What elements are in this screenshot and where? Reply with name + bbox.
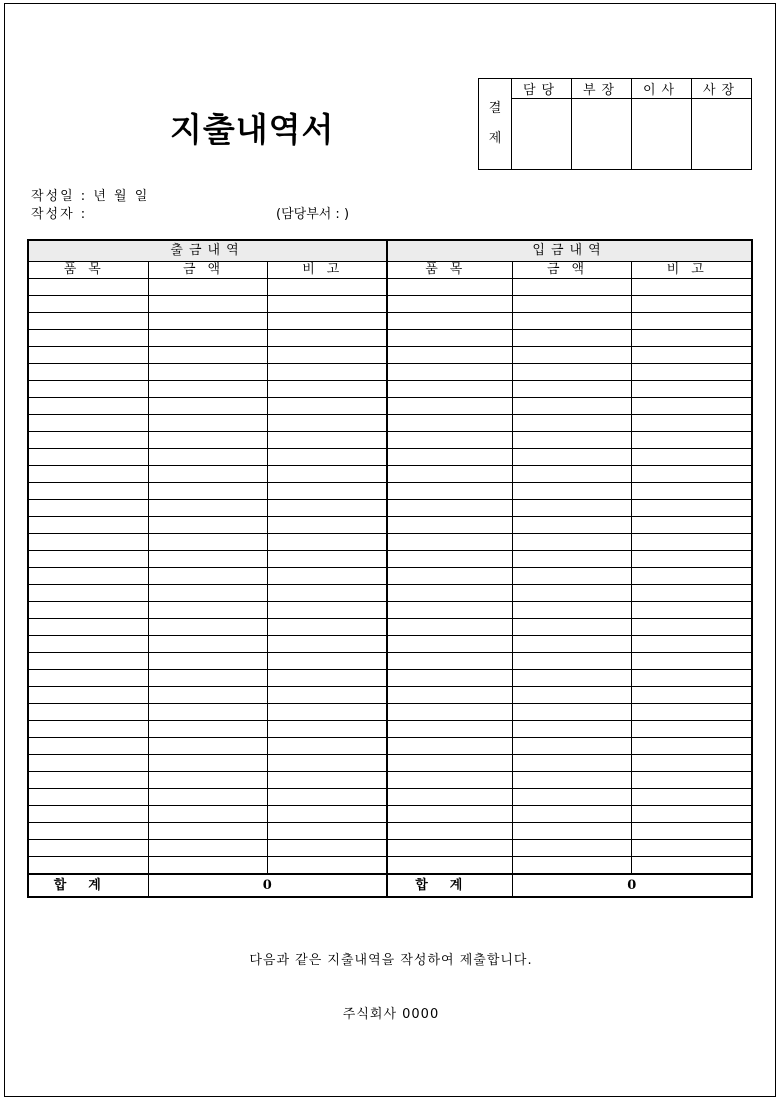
- expense-amount-cell[interactable]: [148, 789, 267, 806]
- expense-note-cell[interactable]: [267, 568, 387, 585]
- expense-note-cell[interactable]: [267, 602, 387, 619]
- expense-note-cell[interactable]: [267, 279, 387, 296]
- income-item-cell[interactable]: [387, 806, 512, 823]
- expense-amount-cell[interactable]: [148, 534, 267, 551]
- ledger-row: [28, 585, 752, 602]
- expense-note-cell[interactable]: [267, 653, 387, 670]
- income-note-cell[interactable]: [631, 772, 752, 789]
- income-amount-cell[interactable]: [512, 568, 631, 585]
- income-note-cell[interactable]: [631, 568, 752, 585]
- expense-amount-cell[interactable]: [148, 687, 267, 704]
- income-item-cell[interactable]: [387, 313, 512, 330]
- expense-item-cell[interactable]: [28, 840, 148, 857]
- approval-side-bottom: 제: [488, 131, 502, 146]
- ledger-row: [28, 381, 752, 398]
- income-item-cell[interactable]: [387, 755, 512, 772]
- income-item-cell[interactable]: [387, 415, 512, 432]
- expense-amount-cell[interactable]: [148, 670, 267, 687]
- income-item-cell[interactable]: [387, 296, 512, 313]
- ledger-row: [28, 347, 752, 364]
- expense-item-cell[interactable]: [28, 330, 148, 347]
- income-item-cell[interactable]: [387, 381, 512, 398]
- expense-note-cell[interactable]: [267, 483, 387, 500]
- expense-note-cell[interactable]: [267, 466, 387, 483]
- income-note-cell[interactable]: [631, 534, 752, 551]
- expense-note-cell[interactable]: [267, 534, 387, 551]
- ledger-row: [28, 517, 752, 534]
- ledger-row: [28, 602, 752, 619]
- expense-note-cell[interactable]: [267, 840, 387, 857]
- expense-note-cell[interactable]: [267, 585, 387, 602]
- expense-item-cell[interactable]: [28, 585, 148, 602]
- expense-amount-cell[interactable]: [148, 381, 267, 398]
- expense-amount-cell[interactable]: [148, 483, 267, 500]
- income-note-cell[interactable]: [631, 857, 752, 875]
- expense-note-cell[interactable]: [267, 364, 387, 381]
- expense-col-note: 비고: [267, 262, 387, 279]
- income-note-cell[interactable]: [631, 755, 752, 772]
- income-note-cell[interactable]: [631, 347, 752, 364]
- ledger-row: [28, 534, 752, 551]
- income-amount-cell[interactable]: [512, 500, 631, 517]
- income-amount-cell[interactable]: [512, 789, 631, 806]
- income-item-cell[interactable]: [387, 347, 512, 364]
- ledger-row: [28, 415, 752, 432]
- income-amount-cell[interactable]: [512, 653, 631, 670]
- income-amount-cell[interactable]: [512, 364, 631, 381]
- expense-amount-cell[interactable]: [148, 704, 267, 721]
- expense-amount-cell[interactable]: [148, 517, 267, 534]
- expense-item-cell[interactable]: [28, 789, 148, 806]
- expense-note-cell[interactable]: [267, 381, 387, 398]
- expense-col-item: 품목: [28, 262, 148, 279]
- ledger-row: [28, 687, 752, 704]
- ledger-row: [28, 840, 752, 857]
- income-item-cell[interactable]: [387, 517, 512, 534]
- expense-item-cell[interactable]: [28, 772, 148, 789]
- income-amount-cell[interactable]: [512, 823, 631, 840]
- income-amount-cell[interactable]: [512, 551, 631, 568]
- expense-note-cell[interactable]: [267, 500, 387, 517]
- ledger-row: [28, 823, 752, 840]
- income-note-cell[interactable]: [631, 738, 752, 755]
- income-amount-cell[interactable]: [512, 585, 631, 602]
- expense-note-cell[interactable]: [267, 721, 387, 738]
- income-note-cell[interactable]: [631, 823, 752, 840]
- approval-side-top: 결: [488, 101, 502, 116]
- ledger-row: [28, 738, 752, 755]
- approval-role-director: 이사: [632, 79, 692, 99]
- income-note-cell[interactable]: [631, 670, 752, 687]
- income-amount-cell[interactable]: [512, 738, 631, 755]
- income-note-cell[interactable]: [631, 687, 752, 704]
- income-note-cell[interactable]: [631, 381, 752, 398]
- income-amount-cell[interactable]: [512, 857, 631, 875]
- income-total-label: 합계: [387, 874, 512, 897]
- expense-amount-cell[interactable]: [148, 738, 267, 755]
- ledger-row: [28, 466, 752, 483]
- ledger-row: [28, 806, 752, 823]
- signature-box-staff[interactable]: [512, 99, 572, 170]
- income-amount-cell[interactable]: [512, 466, 631, 483]
- income-amount-cell[interactable]: [512, 704, 631, 721]
- ledger-row: [28, 619, 752, 636]
- expense-note-cell[interactable]: [267, 789, 387, 806]
- expense-amount-cell[interactable]: [148, 449, 267, 466]
- expense-item-cell[interactable]: [28, 721, 148, 738]
- income-note-cell[interactable]: [631, 619, 752, 636]
- income-note-cell[interactable]: [631, 840, 752, 857]
- income-note-cell[interactable]: [631, 466, 752, 483]
- expense-note-cell[interactable]: [267, 704, 387, 721]
- income-item-cell[interactable]: [387, 330, 512, 347]
- income-item-cell[interactable]: [387, 466, 512, 483]
- income-item-cell[interactable]: [387, 568, 512, 585]
- expense-item-cell[interactable]: [28, 823, 148, 840]
- ledger-row: [28, 670, 752, 687]
- expense-item-cell[interactable]: [28, 347, 148, 364]
- ledger-row: [28, 330, 752, 347]
- income-item-cell[interactable]: [387, 857, 512, 875]
- expense-note-cell[interactable]: [267, 449, 387, 466]
- income-amount-cell[interactable]: [512, 755, 631, 772]
- income-amount-cell[interactable]: [512, 772, 631, 789]
- ledger-row: [28, 704, 752, 721]
- signature-box-president[interactable]: [692, 99, 752, 170]
- expense-item-cell[interactable]: [28, 653, 148, 670]
- income-amount-cell[interactable]: [512, 636, 631, 653]
- income-note-cell[interactable]: [631, 636, 752, 653]
- income-amount-cell[interactable]: [512, 721, 631, 738]
- expense-note-cell[interactable]: [267, 772, 387, 789]
- expense-item-cell[interactable]: [28, 381, 148, 398]
- ledger-row: [28, 551, 752, 568]
- expense-amount-cell[interactable]: [148, 296, 267, 313]
- expense-amount-cell[interactable]: [148, 466, 267, 483]
- income-item-cell[interactable]: [387, 432, 512, 449]
- income-amount-cell[interactable]: [512, 806, 631, 823]
- income-note-cell[interactable]: [631, 602, 752, 619]
- income-amount-cell[interactable]: [512, 670, 631, 687]
- income-amount-cell[interactable]: [512, 483, 631, 500]
- expense-amount-cell[interactable]: [148, 568, 267, 585]
- signature-box-manager[interactable]: [572, 99, 632, 170]
- income-item-cell[interactable]: [387, 398, 512, 415]
- ledger-row: [28, 755, 752, 772]
- expense-amount-cell[interactable]: [148, 347, 267, 364]
- expense-note-cell[interactable]: [267, 670, 387, 687]
- income-amount-cell[interactable]: [512, 296, 631, 313]
- expense-amount-cell[interactable]: [148, 721, 267, 738]
- income-amount-cell[interactable]: [512, 398, 631, 415]
- expense-note-cell[interactable]: [267, 313, 387, 330]
- expense-amount-cell[interactable]: [148, 330, 267, 347]
- ledger-row: [28, 568, 752, 585]
- income-note-cell[interactable]: [631, 551, 752, 568]
- income-item-cell[interactable]: [387, 636, 512, 653]
- income-amount-cell[interactable]: [512, 449, 631, 466]
- expense-note-cell[interactable]: [267, 347, 387, 364]
- income-note-cell[interactable]: [631, 789, 752, 806]
- income-item-cell[interactable]: [387, 687, 512, 704]
- expense-amount-cell[interactable]: [148, 415, 267, 432]
- income-note-cell[interactable]: [631, 296, 752, 313]
- document-title: 지출내역서: [170, 110, 335, 149]
- income-note-cell[interactable]: [631, 279, 752, 296]
- expense-item-cell[interactable]: [28, 738, 148, 755]
- income-item-cell[interactable]: [387, 619, 512, 636]
- expense-amount-cell[interactable]: [148, 772, 267, 789]
- expense-item-cell[interactable]: [28, 670, 148, 687]
- closing-statement: 다음과 같은 지출내역을 작성하여 제출합니다.: [249, 953, 533, 968]
- expense-item-cell[interactable]: [28, 534, 148, 551]
- expense-note-cell[interactable]: [267, 823, 387, 840]
- expense-note-cell[interactable]: [267, 432, 387, 449]
- expense-item-cell[interactable]: [28, 483, 148, 500]
- expense-item-cell[interactable]: [28, 296, 148, 313]
- signature-box-director[interactable]: [632, 99, 692, 170]
- expense-note-cell[interactable]: [267, 415, 387, 432]
- income-item-cell[interactable]: [387, 500, 512, 517]
- ledger-row: [28, 313, 752, 330]
- income-note-cell[interactable]: [631, 398, 752, 415]
- income-item-cell[interactable]: [387, 704, 512, 721]
- expense-section-header: 출금내역: [28, 240, 387, 262]
- income-item-cell[interactable]: [387, 840, 512, 857]
- expense-item-cell[interactable]: [28, 432, 148, 449]
- expense-item-cell[interactable]: [28, 551, 148, 568]
- income-note-cell[interactable]: [631, 449, 752, 466]
- income-col-amount: 금액: [512, 262, 631, 279]
- income-item-cell[interactable]: [387, 823, 512, 840]
- expense-note-cell[interactable]: [267, 738, 387, 755]
- ledger-row: [28, 789, 752, 806]
- expense-amount-cell[interactable]: [148, 432, 267, 449]
- income-item-cell[interactable]: [387, 653, 512, 670]
- income-section-header: 입금내역: [387, 240, 752, 262]
- expense-item-cell[interactable]: [28, 466, 148, 483]
- expense-amount-cell[interactable]: [148, 806, 267, 823]
- expense-amount-cell[interactable]: [148, 602, 267, 619]
- expense-amount-cell[interactable]: [148, 500, 267, 517]
- income-amount-cell[interactable]: [512, 347, 631, 364]
- income-amount-cell[interactable]: [512, 313, 631, 330]
- income-note-cell[interactable]: [631, 313, 752, 330]
- expense-item-cell[interactable]: [28, 619, 148, 636]
- ledger-row: [28, 636, 752, 653]
- expense-note-cell[interactable]: [267, 857, 387, 875]
- income-note-cell[interactable]: [631, 704, 752, 721]
- ledger-row: [28, 432, 752, 449]
- expense-item-cell[interactable]: [28, 449, 148, 466]
- expense-note-cell[interactable]: [267, 806, 387, 823]
- ledger-row: [28, 500, 752, 517]
- ledger-row: [28, 483, 752, 500]
- income-amount-cell[interactable]: [512, 432, 631, 449]
- income-item-cell[interactable]: [387, 449, 512, 466]
- expense-item-cell[interactable]: [28, 398, 148, 415]
- expense-amount-cell[interactable]: [148, 823, 267, 840]
- ledger-row: [28, 772, 752, 789]
- expense-amount-cell[interactable]: [148, 857, 267, 875]
- expense-item-cell[interactable]: [28, 568, 148, 585]
- income-note-cell[interactable]: [631, 330, 752, 347]
- income-item-cell[interactable]: [387, 551, 512, 568]
- income-note-cell[interactable]: [631, 415, 752, 432]
- expense-amount-cell[interactable]: [148, 636, 267, 653]
- ledger-table: [27, 239, 753, 898]
- income-note-cell[interactable]: [631, 585, 752, 602]
- income-col-note: 비고: [631, 262, 752, 279]
- expense-amount-cell[interactable]: [148, 585, 267, 602]
- expense-total-label: 합계: [28, 874, 148, 897]
- expense-note-cell[interactable]: [267, 398, 387, 415]
- expense-amount-cell[interactable]: [148, 279, 267, 296]
- ledger-body: [28, 279, 752, 875]
- income-note-cell[interactable]: [631, 500, 752, 517]
- expense-amount-cell[interactable]: [148, 364, 267, 381]
- expense-amount-cell[interactable]: [148, 619, 267, 636]
- ledger-row: [28, 296, 752, 313]
- income-item-cell[interactable]: [387, 585, 512, 602]
- income-col-item: 품목: [387, 262, 512, 279]
- approval-role-staff: 담당: [512, 79, 572, 99]
- income-note-cell[interactable]: [631, 517, 752, 534]
- writer-field[interactable]: 작성자 :: [31, 207, 88, 222]
- expense-amount-cell[interactable]: [148, 313, 267, 330]
- expense-note-cell[interactable]: [267, 619, 387, 636]
- income-item-cell[interactable]: [387, 670, 512, 687]
- income-item-cell[interactable]: [387, 534, 512, 551]
- income-amount-cell[interactable]: [512, 517, 631, 534]
- ledger-row: [28, 398, 752, 415]
- approval-role-manager: 부장: [572, 79, 632, 99]
- expense-item-cell[interactable]: [28, 313, 148, 330]
- income-amount-cell[interactable]: [512, 687, 631, 704]
- expense-note-cell[interactable]: [267, 551, 387, 568]
- expense-note-cell[interactable]: [267, 296, 387, 313]
- income-amount-cell[interactable]: [512, 534, 631, 551]
- income-item-cell[interactable]: [387, 364, 512, 381]
- income-item-cell[interactable]: [387, 738, 512, 755]
- income-note-cell[interactable]: [631, 721, 752, 738]
- approval-role-president: 사장: [692, 79, 752, 99]
- ledger-row: [28, 279, 752, 296]
- ledger-row: [28, 721, 752, 738]
- expense-total-value: 0: [148, 874, 387, 897]
- ledger-row: [28, 653, 752, 670]
- income-item-cell[interactable]: [387, 789, 512, 806]
- approval-box: [478, 78, 752, 170]
- expense-item-cell[interactable]: [28, 636, 148, 653]
- income-item-cell[interactable]: [387, 772, 512, 789]
- income-note-cell[interactable]: [631, 806, 752, 823]
- income-amount-cell[interactable]: [512, 415, 631, 432]
- expense-item-cell[interactable]: [28, 704, 148, 721]
- company-name: 주식회사 0000: [342, 1007, 440, 1022]
- income-amount-cell[interactable]: [512, 619, 631, 636]
- ledger-row: [28, 364, 752, 381]
- income-note-cell[interactable]: [631, 653, 752, 670]
- expense-note-cell[interactable]: [267, 517, 387, 534]
- expense-item-cell[interactable]: [28, 517, 148, 534]
- approval-side-label: [479, 79, 512, 170]
- expense-item-cell[interactable]: [28, 755, 148, 772]
- income-item-cell[interactable]: [387, 483, 512, 500]
- expense-amount-cell[interactable]: [148, 840, 267, 857]
- department-field[interactable]: (담당부서 : ): [276, 207, 350, 222]
- ledger-row: [28, 857, 752, 875]
- expense-note-cell[interactable]: [267, 755, 387, 772]
- expense-item-cell[interactable]: [28, 415, 148, 432]
- expense-item-cell[interactable]: [28, 279, 148, 296]
- expense-note-cell[interactable]: [267, 687, 387, 704]
- income-amount-cell[interactable]: [512, 381, 631, 398]
- expense-amount-cell[interactable]: [148, 398, 267, 415]
- expense-note-cell[interactable]: [267, 636, 387, 653]
- expense-amount-cell[interactable]: [148, 551, 267, 568]
- income-item-cell[interactable]: [387, 279, 512, 296]
- expense-item-cell[interactable]: [28, 500, 148, 517]
- date-field[interactable]: 작성일 : 년 월 일: [31, 189, 150, 204]
- expense-note-cell[interactable]: [267, 330, 387, 347]
- expense-item-cell[interactable]: [28, 364, 148, 381]
- expense-amount-cell[interactable]: [148, 755, 267, 772]
- income-amount-cell[interactable]: [512, 330, 631, 347]
- expense-item-cell[interactable]: [28, 687, 148, 704]
- income-item-cell[interactable]: [387, 721, 512, 738]
- expense-item-cell[interactable]: [28, 806, 148, 823]
- income-item-cell[interactable]: [387, 602, 512, 619]
- income-note-cell[interactable]: [631, 483, 752, 500]
- income-amount-cell[interactable]: [512, 279, 631, 296]
- expense-item-cell[interactable]: [28, 857, 148, 875]
- income-note-cell[interactable]: [631, 432, 752, 449]
- income-amount-cell[interactable]: [512, 602, 631, 619]
- income-note-cell[interactable]: [631, 364, 752, 381]
- income-amount-cell[interactable]: [512, 840, 631, 857]
- expense-item-cell[interactable]: [28, 602, 148, 619]
- expense-col-amount: 금액: [148, 262, 267, 279]
- ledger-row: [28, 449, 752, 466]
- expense-amount-cell[interactable]: [148, 653, 267, 670]
- income-total-value: 0: [512, 874, 752, 897]
